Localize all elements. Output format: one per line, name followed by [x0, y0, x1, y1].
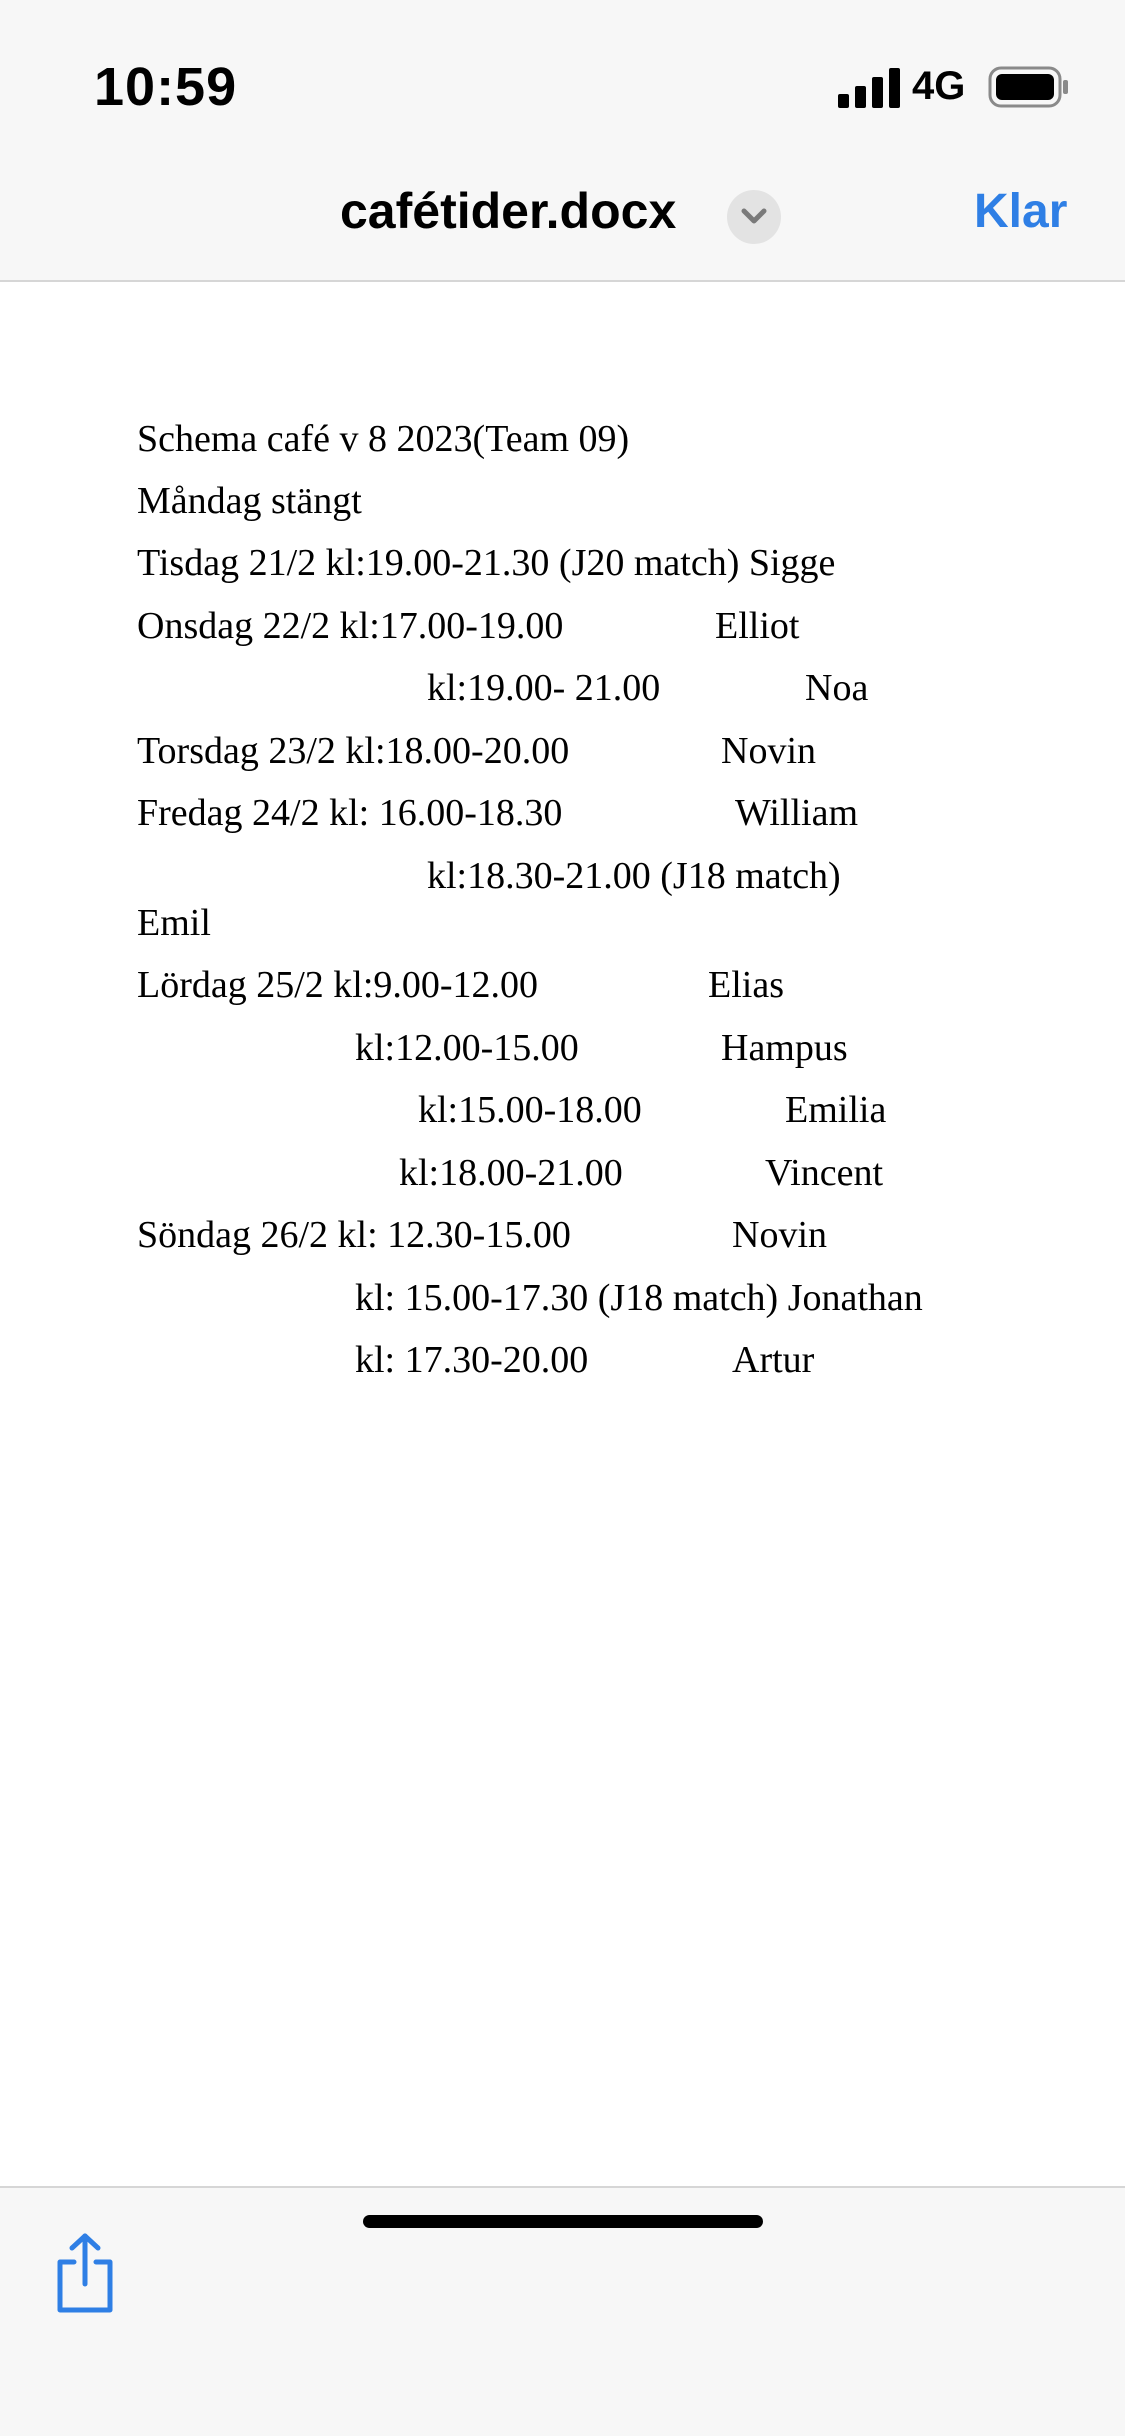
title-menu-button[interactable] [727, 190, 781, 244]
doc-line-name: Hampus [721, 1027, 848, 1069]
doc-line: kl:12.00-15.00 [355, 1027, 579, 1069]
home-indicator[interactable] [363, 2215, 763, 2228]
doc-line: Måndag stängt [137, 480, 362, 522]
doc-heading: Schema café v 8 2023(Team 09) [137, 418, 630, 460]
share-icon [52, 2232, 118, 2314]
doc-line-name: Elias [708, 964, 784, 1006]
doc-line: kl:19.00- 21.00 [427, 667, 661, 709]
chevron-down-icon [741, 207, 767, 227]
doc-line: kl: 15.00-17.30 (J18 match) Jonathan [355, 1277, 923, 1319]
doc-line: kl:15.00-18.00 [418, 1089, 642, 1131]
network-type: 4G [912, 64, 966, 108]
doc-line-name: Elliot [715, 605, 800, 647]
doc-line-name: Novin [732, 1214, 827, 1256]
doc-line: kl: 17.30-20.00 [355, 1339, 589, 1381]
doc-line: Fredag 24/2 kl: 16.00-18.30 [137, 792, 563, 834]
top-bar [0, 0, 1125, 282]
share-button[interactable] [52, 2232, 118, 2314]
document-view[interactable] [0, 282, 1125, 2186]
doc-line-name: Vincent [765, 1152, 884, 1194]
doc-line: Torsdag 23/2 kl:18.00-20.00 [137, 730, 570, 772]
doc-line: Söndag 26/2 kl: 12.30-15.00 [137, 1214, 571, 1256]
doc-line: Onsdag 22/2 kl:17.00-19.00 [137, 605, 564, 647]
document-title: cafétider.docx [340, 183, 677, 239]
cellular-signal-icon [838, 68, 900, 108]
doc-line-name: Artur [732, 1339, 815, 1381]
doc-line: Lördag 25/2 kl:9.00-12.00 [137, 964, 539, 1006]
doc-line: kl:18.00-21.00 [399, 1152, 623, 1194]
doc-line: Tisdag 21/2 kl:19.00-21.30 (J20 match) Sigge [137, 542, 836, 584]
doc-line-name: Emilia [785, 1089, 887, 1131]
doc-line-name: Noa [805, 667, 869, 709]
status-time: 10:59 [94, 57, 238, 117]
battery-icon [988, 66, 1070, 108]
doc-line-name: Emil [137, 902, 211, 944]
doc-line-name: William [735, 792, 858, 834]
done-button[interactable]: Klar [974, 185, 1068, 238]
doc-line: kl:18.30-21.00 (J18 match) [427, 855, 841, 897]
doc-line-name: Novin [721, 730, 816, 772]
